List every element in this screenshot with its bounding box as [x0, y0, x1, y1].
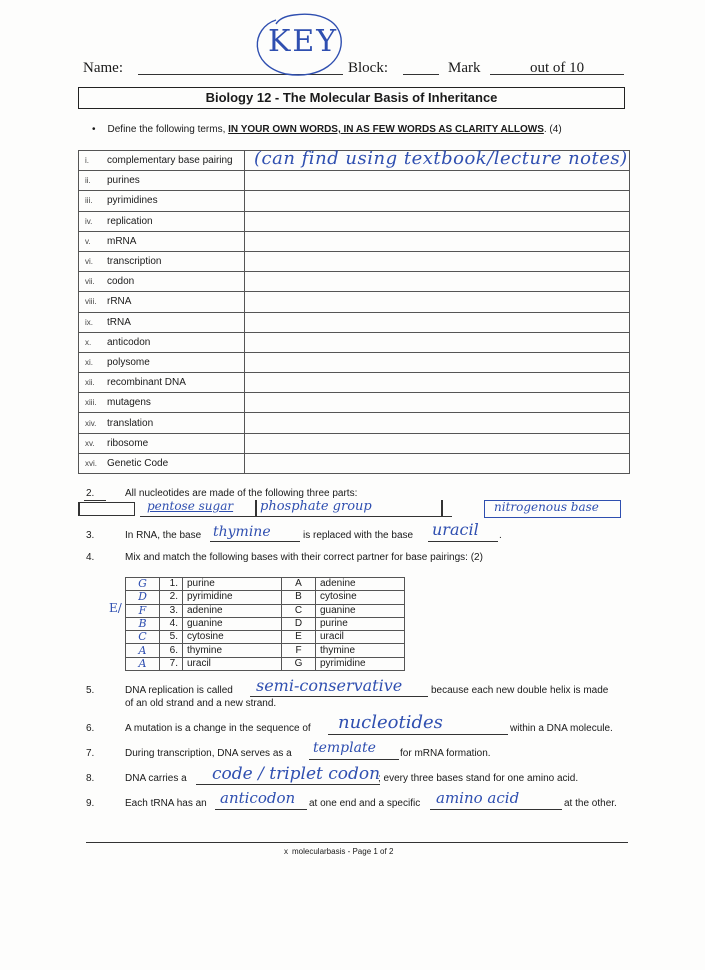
q2-answer-2: phosphate group [260, 499, 372, 514]
term-row [79, 393, 630, 413]
q1-prompt [92, 124, 562, 135]
match-right-base: adenine [316, 578, 405, 591]
term-number: i. [85, 156, 89, 166]
term-number: xiv. [85, 418, 97, 428]
term-cell [79, 251, 245, 271]
q3-number: 3. [86, 530, 95, 541]
term-label: Genetic Code [107, 457, 169, 469]
match-number: 1. [160, 578, 183, 591]
term-cell [79, 292, 245, 312]
q3-answer-1: thymine [213, 524, 271, 540]
q8-text-2: ; every three bases stand for one amino acid. [378, 773, 579, 784]
term-number: iii. [85, 196, 93, 206]
q7-answer: template [313, 740, 376, 756]
term-number: vii. [85, 277, 95, 287]
match-number: 7. [160, 657, 183, 670]
term-cell [79, 332, 245, 352]
q1-handwritten-answer: (can find using textbook/lecture notes) [254, 148, 628, 169]
q8-number: 8. [86, 773, 95, 784]
definition-cell[interactable] [245, 373, 630, 393]
term-row [79, 352, 630, 372]
term-label: complementary base pairing [107, 155, 233, 167]
match-left-base: purine [183, 578, 282, 591]
term-number: v. [85, 236, 91, 246]
match-letter: E [282, 631, 316, 644]
term-number: xii. [85, 378, 95, 388]
name-label: Name: [83, 60, 123, 76]
term-label: anticodon [107, 336, 151, 348]
match-right-base: guanine [316, 604, 405, 617]
q2-bracket-right [441, 500, 443, 516]
match-row [126, 657, 405, 670]
q3-text-1: In RNA, the base [125, 530, 202, 541]
term-label: pyrimidines [107, 195, 158, 207]
q9-answer-2: amino acid [436, 789, 520, 807]
match-answer[interactable]: A [126, 657, 160, 670]
term-row [79, 272, 630, 292]
term-label: recombinant DNA [107, 377, 186, 389]
term-number: x. [85, 337, 92, 347]
q6-text-1: A mutation is a change in the sequence of [125, 723, 311, 734]
q4-margin-note: E/ [109, 601, 122, 615]
q2-bracket-mid [255, 500, 257, 516]
match-row [126, 604, 405, 617]
match-right-base: pyrimidine [316, 657, 405, 670]
term-label: transcription [107, 256, 162, 268]
out-of-label: out of 10 [530, 60, 585, 76]
q5-blank [250, 696, 428, 697]
definition-cell[interactable] [245, 292, 630, 312]
term-row [79, 312, 630, 332]
term-number: xi. [85, 357, 93, 367]
definition-cell[interactable] [245, 211, 630, 231]
key-annotation [246, 10, 346, 80]
q9-blank-2 [430, 809, 562, 810]
definition-cell[interactable] [245, 272, 630, 292]
q9-answer-1: anticodon [220, 789, 296, 807]
match-number: 2. [160, 591, 183, 604]
term-cell [79, 312, 245, 332]
footer-mark: x [284, 847, 288, 856]
q4-text: Mix and match the following bases with their correct partner for base pairings: (2) [125, 552, 483, 563]
match-answer[interactable]: G [126, 578, 160, 591]
q7-text-2: for mRNA formation. [400, 748, 491, 759]
match-row [126, 591, 405, 604]
q2-answer-3: nitrogenous base [494, 500, 599, 514]
q5-text-3: of an old strand and a new strand. [125, 698, 277, 709]
term-number: ii. [85, 176, 91, 186]
q5-number: 5. [86, 685, 95, 696]
term-cell [79, 231, 245, 251]
q9-number: 9. [86, 798, 95, 809]
definition-cell[interactable] [245, 251, 630, 271]
q2-answer-1: pentose sugar [147, 499, 234, 513]
q7-text-1: During transcription, DNA serves as a [125, 748, 292, 759]
term-number: ix. [85, 317, 93, 327]
q3-answer-2: uracil [432, 520, 479, 539]
term-row [79, 413, 630, 433]
q2-number-line [84, 500, 106, 501]
q3-text-2: is replaced with the base [303, 530, 414, 541]
term-row [79, 231, 630, 251]
term-row [79, 433, 630, 453]
match-row [126, 617, 405, 630]
match-left-base: adenine [183, 604, 282, 617]
q6-answer: nucleotides [338, 712, 443, 733]
term-number: viii. [85, 297, 97, 307]
q8-text-1: DNA carries a [125, 773, 187, 784]
worksheet-title: Biology 12 - The Molecular Basis of Inheritance [78, 87, 625, 109]
q2-number: 2. [86, 488, 95, 499]
term-number: xvi. [85, 458, 97, 468]
term-row [79, 211, 630, 231]
key-text: KEY [268, 24, 339, 59]
term-cell [79, 171, 245, 191]
q1-prompt-emphasis: IN YOUR OWN WORDS, IN AS FEW WORDS AS CLARITY ALLOWS [228, 124, 544, 135]
q2-answer-line [140, 516, 452, 517]
match-letter: A [282, 578, 316, 591]
block-label: Block: [348, 60, 388, 76]
match-right-base: purine [316, 617, 405, 630]
term-label: tRNA [107, 316, 131, 328]
q5-text-2: because each new double helix is made [431, 685, 609, 696]
match-row [126, 644, 405, 657]
q1-bullet: • [92, 124, 96, 135]
term-cell [79, 191, 245, 211]
match-letter: G [282, 657, 316, 670]
term-row [79, 332, 630, 352]
match-letter: D [282, 617, 316, 630]
q9-text-3: at the other. [564, 798, 617, 809]
term-cell [79, 433, 245, 453]
q6-number: 6. [86, 723, 95, 734]
q5-answer: semi-conservative [256, 676, 403, 695]
term-label: polysome [107, 356, 150, 368]
q6-blank [328, 734, 508, 735]
definition-cell[interactable] [245, 433, 630, 453]
definition-cell[interactable] [245, 171, 630, 191]
term-row [79, 191, 630, 211]
mark-label: Mark [448, 60, 481, 76]
match-left-base: pyrimidine [183, 591, 282, 604]
term-cell [79, 413, 245, 433]
match-answer[interactable]: F [126, 604, 160, 617]
term-label: translation [107, 417, 154, 429]
match-left-base: thymine [183, 644, 282, 657]
match-answer[interactable]: A [126, 644, 160, 657]
match-left-base: uracil [183, 657, 282, 670]
q2-bracket-left [78, 502, 135, 516]
term-cell [79, 352, 245, 372]
term-number: iv. [85, 216, 93, 226]
match-answer[interactable]: B [126, 617, 160, 630]
match-left-base: guanine [183, 617, 282, 630]
q5-text-1: DNA replication is called [125, 685, 233, 696]
q1-prompt-end: . (4) [543, 124, 562, 135]
term-number: xiii. [85, 398, 97, 408]
match-right-base: uracil [316, 631, 405, 644]
term-label: mutagens [107, 397, 151, 409]
term-cell [79, 211, 245, 231]
q6-text-2: within a DNA molecule. [510, 723, 613, 734]
match-answer[interactable]: D [126, 591, 160, 604]
terms-table [78, 150, 630, 474]
q7-number: 7. [86, 748, 95, 759]
footer [284, 847, 393, 856]
term-cell [79, 272, 245, 292]
q3-text-3: . [499, 530, 502, 541]
term-row [79, 171, 630, 191]
term-number: vi. [85, 257, 93, 267]
term-cell [79, 393, 245, 413]
match-letter: C [282, 604, 316, 617]
q3-blank-2 [428, 541, 498, 542]
definition-cell[interactable] [245, 332, 630, 352]
match-table [125, 577, 405, 671]
term-cell [79, 151, 245, 171]
term-row [79, 292, 630, 312]
match-letter: B [282, 591, 316, 604]
definition-cell[interactable] [245, 231, 630, 251]
q2-text: All nucleotides are made of the following three parts: [125, 488, 358, 499]
match-letter: F [282, 644, 316, 657]
term-label: replication [107, 215, 153, 227]
match-number: 5. [160, 631, 183, 644]
term-label: purines [107, 175, 140, 187]
term-cell [79, 453, 245, 473]
term-label: mRNA [107, 235, 137, 247]
definition-cell[interactable] [245, 393, 630, 413]
definition-cell[interactable] [245, 352, 630, 372]
footer-text: molecularbasis - Page 1 of 2 [292, 847, 394, 856]
term-row [79, 251, 630, 271]
match-answer[interactable]: C [126, 631, 160, 644]
footer-rule [86, 842, 628, 843]
q9-text-1: Each tRNA has an [125, 798, 207, 809]
q7-blank [309, 759, 399, 760]
definition-cell[interactable] [245, 312, 630, 332]
q3-blank-1 [210, 541, 300, 542]
term-label: ribosome [107, 437, 149, 449]
q4-number: 4. [86, 552, 95, 563]
term-label: rRNA [107, 296, 132, 308]
term-row [79, 373, 630, 393]
definition-cell[interactable] [245, 413, 630, 433]
q9-blank-1 [215, 809, 307, 810]
match-number: 6. [160, 644, 183, 657]
q1-prompt-start: Define the following terms, [107, 124, 229, 135]
term-label: codon [107, 276, 135, 288]
term-row [79, 453, 630, 473]
term-cell [79, 373, 245, 393]
match-right-base: cytosine [316, 591, 405, 604]
definition-cell[interactable] [245, 191, 630, 211]
match-row [126, 631, 405, 644]
match-number: 4. [160, 617, 183, 630]
match-right-base: thymine [316, 644, 405, 657]
match-row [126, 578, 405, 591]
match-left-base: cytosine [183, 631, 282, 644]
definition-cell[interactable] [245, 453, 630, 473]
term-number: xv. [85, 438, 95, 448]
q9-text-2: at one end and a specific [309, 798, 421, 809]
block-line [403, 74, 439, 75]
match-number: 3. [160, 604, 183, 617]
q8-answer: code / triplet codon [212, 764, 381, 784]
q8-blank [196, 784, 380, 785]
